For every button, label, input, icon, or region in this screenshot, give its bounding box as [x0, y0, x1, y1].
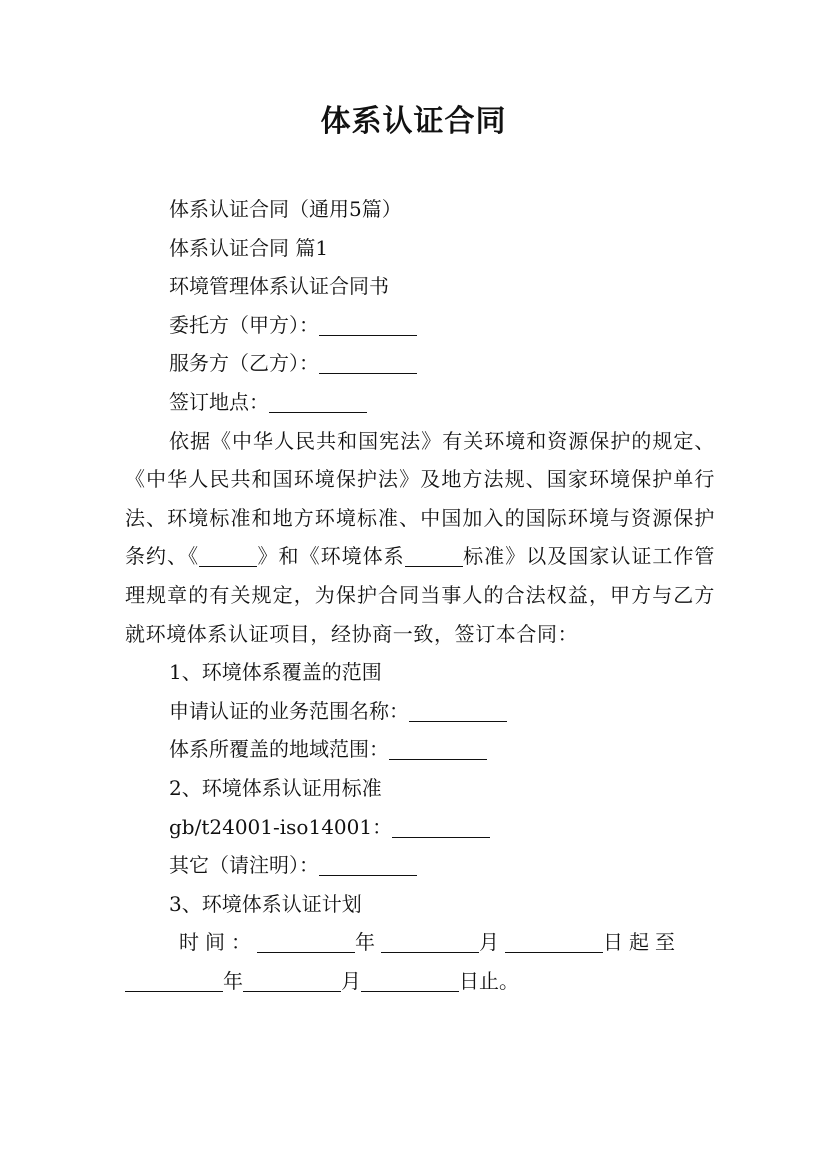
standard-other-blank [319, 857, 417, 876]
document-title: 体系认证合同 [320, 104, 507, 139]
time-to-year-blank [125, 973, 223, 992]
time-to-year-label: 年 [223, 968, 243, 993]
section-1-heading: 1、环境体系覆盖的范围 [169, 660, 382, 685]
line-region-scope [125, 730, 715, 769]
line-subtitle: 体系认证合同（通用5篇） [169, 197, 402, 221]
basis-blank-2 [405, 548, 463, 567]
line-article-heading: 体系认证合同 篇1 [169, 235, 329, 260]
time-from-year-label: 年 [355, 930, 381, 955]
time-label: 时间： [179, 930, 257, 955]
section-2-heading: 2、环境体系认证用标准 [169, 775, 382, 800]
basis-blank-1 [199, 548, 257, 567]
time-to-day-blank [361, 973, 459, 992]
time-from-day-label: 日起至 [603, 930, 681, 955]
time-to-month-blank [243, 973, 341, 992]
time-from-year-blank [257, 934, 355, 953]
line-party-a [125, 306, 715, 345]
section-3-heading: 3、环境体系认证计划 [169, 891, 362, 916]
line-standard-iso [125, 808, 715, 847]
signing-place-blank [269, 394, 367, 413]
basis-text-3: 标准》以及国家认证工作管理规章的有关规定，为保护合同当事人的合法权益，甲方与乙方就环境体系认证项目，经协商一致，签订本合同： [125, 544, 716, 646]
region-scope-blank [389, 741, 487, 760]
time-to-day-label: 日止。 [459, 968, 519, 993]
party-a-label: 委托方（甲方）： [169, 312, 319, 337]
line-time-from [125, 923, 715, 962]
party-a-blank [319, 317, 417, 336]
line-standard-other [125, 846, 715, 885]
business-scope-blank [409, 703, 507, 722]
time-to-month-label: 月 [341, 968, 361, 993]
signing-place-label: 签订地点： [169, 389, 269, 414]
paragraph-basis [125, 422, 715, 654]
line-business-scope [125, 692, 715, 731]
time-from-month-blank [381, 934, 479, 953]
line-party-b [125, 344, 715, 383]
party-b-blank [319, 355, 417, 374]
time-from-month-label: 月 [479, 930, 505, 955]
basis-text-1: 依据《中华人民共和国宪法》有关环境和资源保护的规定、《中华人民共和国环境保护法》及地方法规、国家环境保护单行法、环境标准和地方环境标准、中国加入的国际环境与资源保护条约、《 [125, 428, 715, 569]
basis-text-2: 》和《环境体系 [257, 544, 405, 569]
line-time-to [125, 962, 715, 1001]
business-scope-label: 申请认证的业务范围名称： [169, 698, 409, 723]
standard-iso-blank [392, 819, 490, 838]
time-from-day-blank [505, 934, 603, 953]
line-contract-name: 环境管理体系认证合同书 [169, 274, 389, 299]
standard-other-label: 其它（请注明）： [169, 853, 319, 878]
document-body [125, 190, 715, 1000]
standard-iso-label: gb/t24001-iso14001： [169, 814, 393, 839]
region-scope-label: 体系所覆盖的地域范围： [169, 737, 389, 762]
line-signing-place [125, 383, 715, 422]
party-b-label: 服务方（乙方）： [169, 351, 319, 376]
